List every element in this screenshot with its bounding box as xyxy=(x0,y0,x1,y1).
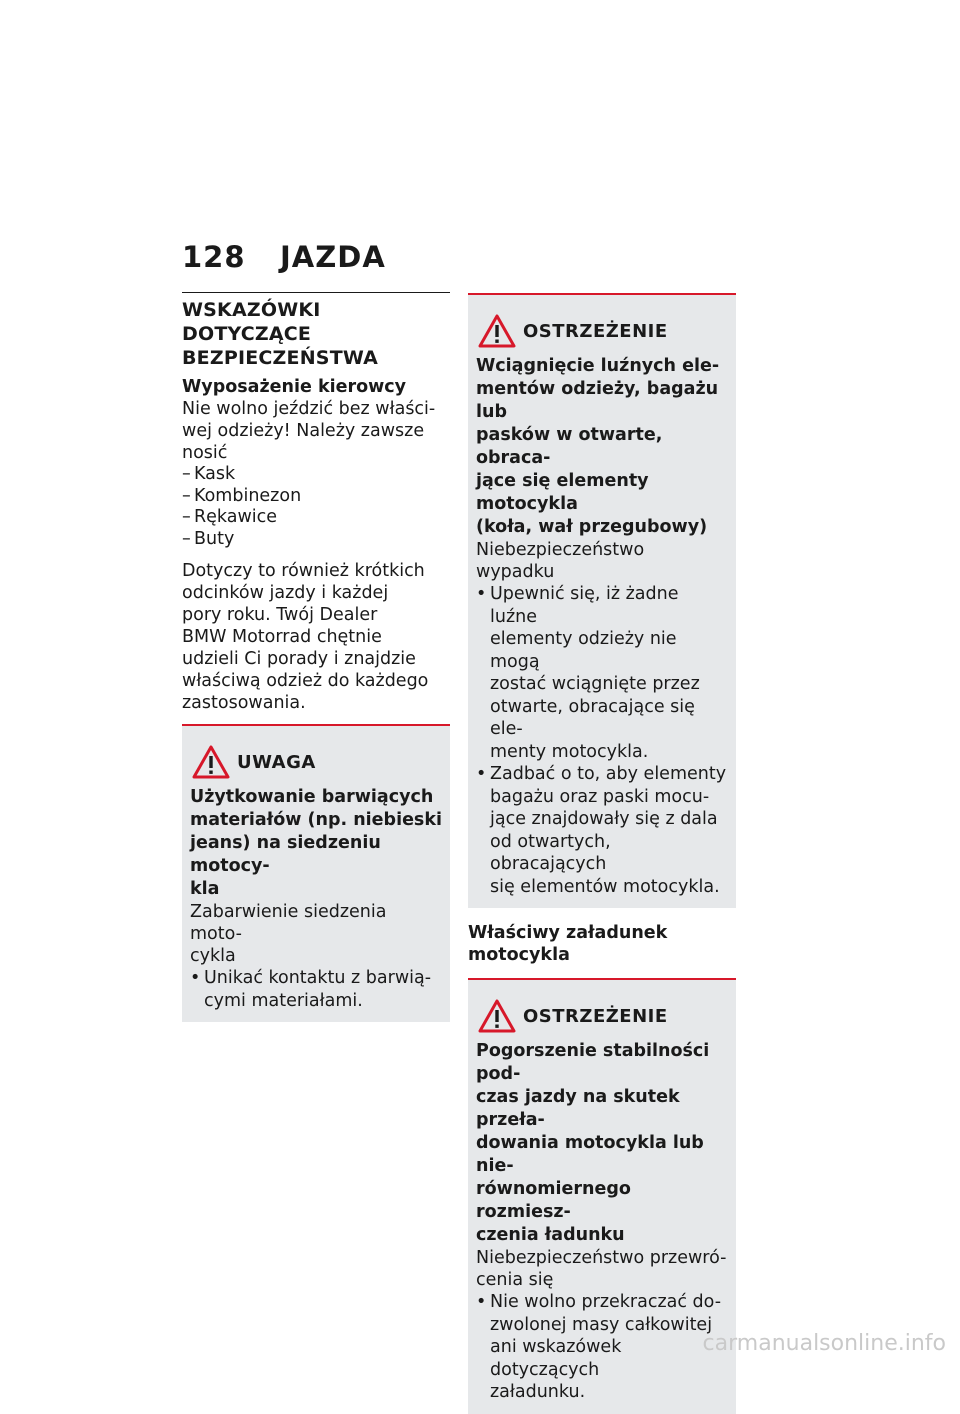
warning-header xyxy=(476,994,728,1038)
text-line: Wciągnięcie luźnych ele- xyxy=(476,356,720,376)
warning-label: OSTRZEŻENIE xyxy=(523,1005,668,1027)
warning-triangle-icon xyxy=(477,313,517,349)
caution-box xyxy=(182,724,450,1022)
text-line: odcinków jazdy i każdej xyxy=(182,583,389,603)
warning-consequence xyxy=(476,1247,728,1291)
text-line: • Unikać kontaktu z barwią- xyxy=(204,968,432,988)
text-line: cykla xyxy=(190,946,236,966)
warning-bullets xyxy=(476,583,728,898)
warning-header xyxy=(476,309,728,353)
warning-box-loading xyxy=(468,978,736,1414)
section-title-line: WSKAZÓWKI DOTYCZĄCE xyxy=(182,299,321,345)
text-line: załadunku. xyxy=(490,1382,586,1402)
header-rule xyxy=(182,292,450,293)
text-line: dowania motocykla lub nie- xyxy=(476,1133,704,1176)
advice-paragraph xyxy=(182,560,450,714)
caution-header xyxy=(190,740,442,784)
list-item: – Kombinezon xyxy=(182,486,450,508)
text-line: zastosowania. xyxy=(182,693,306,713)
text-line: od otwartych, obracających xyxy=(490,831,611,874)
list-item xyxy=(476,1291,728,1404)
list-item xyxy=(476,583,728,763)
text-line: Zabarwienie siedzenia moto- xyxy=(190,902,387,944)
list-item: – Kask xyxy=(182,464,450,486)
text-line: cenia się xyxy=(476,1270,554,1290)
watermark: carmanualsonline.info xyxy=(702,1331,946,1356)
text-line: • Zadbać o to, aby elementy xyxy=(490,764,727,784)
right-column xyxy=(468,293,736,1414)
text-line: motocykla xyxy=(468,945,570,965)
text-line: pory roku. Twój Dealer xyxy=(182,605,378,625)
page-number: 128 xyxy=(182,240,246,274)
warning-label: OSTRZEŻENIE xyxy=(523,320,668,342)
intro-paragraph xyxy=(182,398,450,464)
text-line: pasków w otwarte, obraca- xyxy=(476,425,663,468)
text-line: otwarte, obracające się ele- xyxy=(490,696,695,739)
subheading-rider-equipment: Wyposażenie kierowcy xyxy=(182,377,407,397)
section-title-line: BEZPIECZEŃSTWA xyxy=(182,347,379,369)
text-line: Nie wolno jeździć bez właści- xyxy=(182,399,436,419)
text-line: menty motocykla. xyxy=(490,741,649,762)
list-item: – Rękawice xyxy=(182,507,450,529)
section-title xyxy=(182,298,450,370)
text-line: Niebezpieczeństwo wypadku xyxy=(476,540,645,582)
warning-box-clothing xyxy=(468,293,736,908)
text-line: Pogorszenie stabilności pod- xyxy=(476,1041,710,1084)
text-line: jące się elementy motocykla xyxy=(476,471,649,514)
warning-triangle-icon xyxy=(191,744,231,780)
text-line: BMW Motorrad chętnie xyxy=(182,627,382,647)
text-line: nosić xyxy=(182,443,228,463)
text-line: mentów odzieży, bagażu lub xyxy=(476,379,719,422)
caution-bullets xyxy=(190,967,442,1012)
text-line: jeans) na siedzeniu motocy- xyxy=(190,833,381,876)
text-line: cymi materiałami. xyxy=(204,990,363,1011)
text-line: • Nie wolno przekraczać do- xyxy=(490,1292,722,1312)
caution-title xyxy=(190,786,442,901)
text-line: wej odzieży! Należy zawsze xyxy=(182,421,425,441)
text-line: Dotyczy to również krótkich xyxy=(182,561,425,581)
text-line: bagażu oraz paski mocu- xyxy=(490,786,710,807)
equipment-list xyxy=(182,464,450,550)
text-line: ani wskazówek dotyczących xyxy=(490,1337,622,1380)
left-column xyxy=(182,298,450,1022)
text-line: Użytkowanie barwiących xyxy=(190,787,434,807)
text-line: zostać wciągnięte przez xyxy=(490,674,700,694)
caution-label: UWAGA xyxy=(237,751,316,773)
text-line: zwolonej masy całkowitej xyxy=(490,1314,713,1335)
page-header xyxy=(182,240,452,274)
text-line: elementy odzieży nie mogą xyxy=(490,629,677,672)
subheading-loading xyxy=(468,922,736,966)
text-line: jące znajdowały się z dala xyxy=(490,809,718,829)
warning-title xyxy=(476,355,728,539)
warning-title xyxy=(476,1040,728,1247)
text-line: właściwą odzież do każdego xyxy=(182,671,429,691)
text-line: się elementów motocykla. xyxy=(490,876,720,897)
list-item xyxy=(190,967,442,1012)
caution-consequence xyxy=(190,901,442,967)
text-line: Właściwy załadunek xyxy=(468,923,668,943)
text-line: kla xyxy=(190,879,220,899)
warning-consequence xyxy=(476,539,728,583)
text-line: • Upewnić się, iż żadne luźne xyxy=(490,584,679,627)
text-line: równomiernego rozmiesz- xyxy=(476,1179,631,1222)
text-line: czenia ładunku xyxy=(476,1225,625,1245)
text-line: Niebezpieczeństwo przewró- xyxy=(476,1248,727,1268)
warning-bullets xyxy=(476,1291,728,1404)
text-line: udzieli Ci porady i znajdzie xyxy=(182,649,416,669)
list-item: – Buty xyxy=(182,529,450,551)
text-line: materiałów (np. niebieski xyxy=(190,810,442,830)
text-line: czas jazdy na skutek przeła- xyxy=(476,1087,680,1130)
warning-triangle-icon xyxy=(477,998,517,1034)
text-line: (koła, wał przegubowy) xyxy=(476,517,708,537)
list-item xyxy=(476,763,728,898)
chapter-title: JAZDA xyxy=(280,240,386,274)
